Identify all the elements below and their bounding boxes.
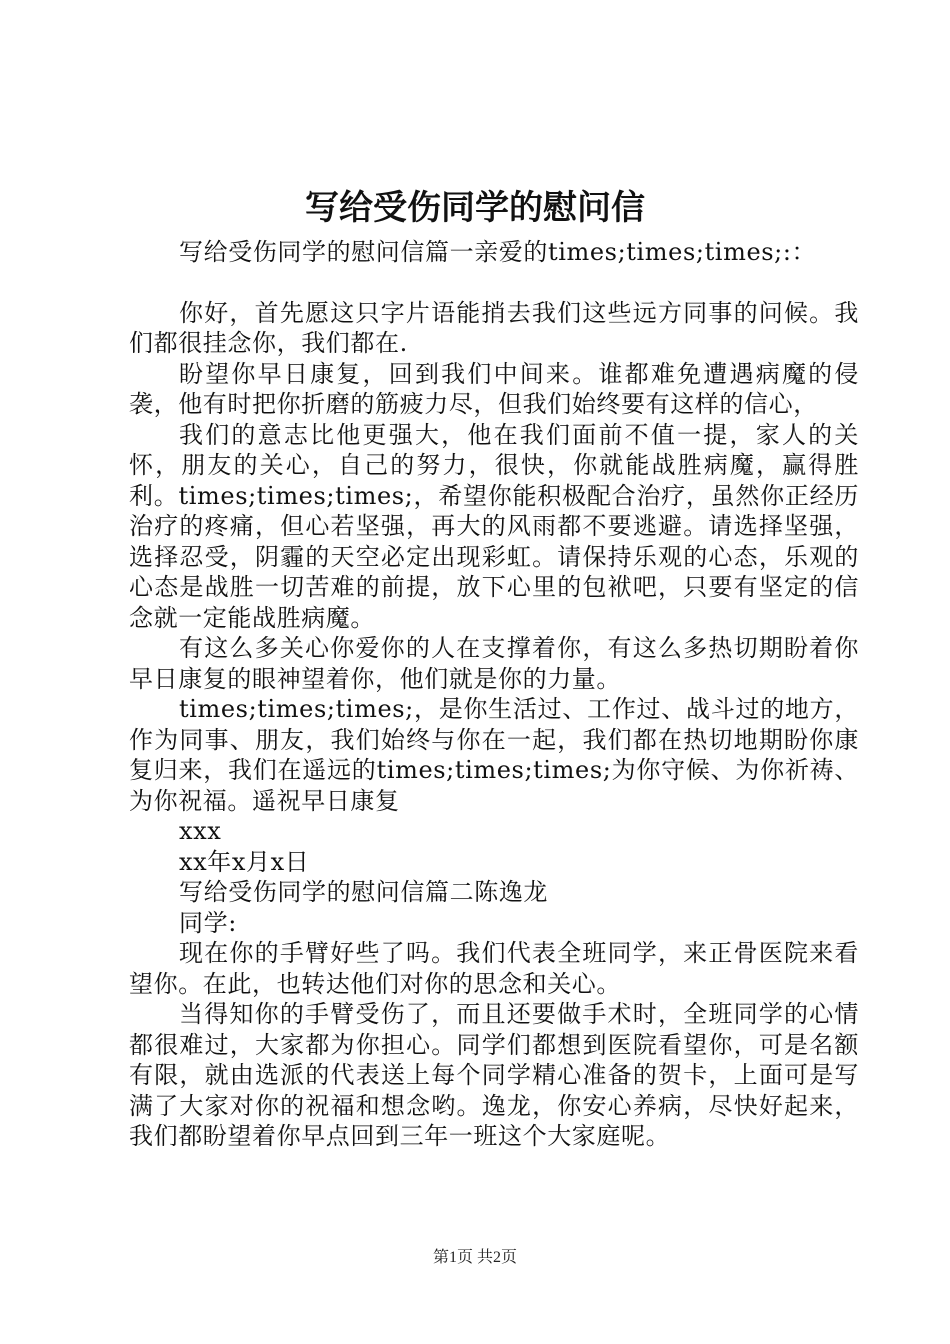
document-body bbox=[129, 237, 859, 1152]
paragraph-intro: 写给受伤同学的慰问信篇一亲爱的times;times;times;:： bbox=[179, 238, 817, 266]
letter-two-heading: 写给受伤同学的慰问信篇二陈逸龙 bbox=[179, 878, 548, 906]
paragraph-greeting: 你好，首先愿这只字片语能捎去我们这些远方同事的问候。我们都很挂念你，我们都在. bbox=[129, 298, 859, 357]
page-number: 第1页 共2页 bbox=[432, 1249, 517, 1266]
paragraph-visit: 现在你的手臂好些了吗。我们代表全班同学，来正骨医院来看望你。在此，也转达他们对你的思念和关心。 bbox=[129, 939, 859, 998]
paragraph-hope: 盼望你早日康复，回到我们中间来。谁都难免遭遇病魔的侵袭，他有时把你折磨的筋疲力尽，但我们始终要有这样的信心， bbox=[129, 359, 859, 418]
paragraph-encourage: 我们的意志比他更强大，他在我们面前不值一提，家人的关怀，朋友的关心，自己的努力，很快，你就能战胜病魔，赢得胜利。times;times;times;，希望你能积极配合治疗，虽然你正经历治疗的疼痛，但心若坚强，再大的风雨都不要逃避。请选择坚强，选择忍受，阴霾的天空必定出现彩虹。请保持乐观的心态，乐观的心态是战胜一切苦难的前提，放下心里的包袱吧，只要有坚定的信念就一定能战胜病魔。 bbox=[129, 420, 859, 632]
paragraph-together: times;times;times;，是你生活过、工作过、战斗过的地方，作为同事、朋友，我们始终与你在一起，我们都在热切地期盼你康复归来，我们在遥远的times;times;times;为你守候、为你祈祷、为你祝福。遥祝早日康复 bbox=[129, 695, 859, 815]
paragraph-support: 有这么多关心你爱你的人在支撑着你，有这么多热切期盼着你早日康复的眼神望着你，他们就是你的力量。 bbox=[129, 634, 859, 693]
blank-line bbox=[129, 268, 859, 298]
letter-two-salutation: 同学: bbox=[179, 908, 237, 937]
signature-date: xx年x月x日 bbox=[179, 847, 310, 876]
paragraph-concern: 当得知你的手臂受伤了，而且还要做手术时，全班同学的心情都很难过，大家都为你担心。同学们都想到医院看望你，可是名额有限，就由选派的代表送上每个同学精心准备的贺卡，上面可是写满了大家对你的祝福和想念哟。逸龙，你安心养病，尽快好起来，我们都盼望着你早点回到三年一班这个大家庭呢。 bbox=[129, 1000, 859, 1150]
signature-name: xxx bbox=[179, 817, 222, 845]
document-title: 写给受伤同学的慰问信 bbox=[305, 188, 645, 228]
